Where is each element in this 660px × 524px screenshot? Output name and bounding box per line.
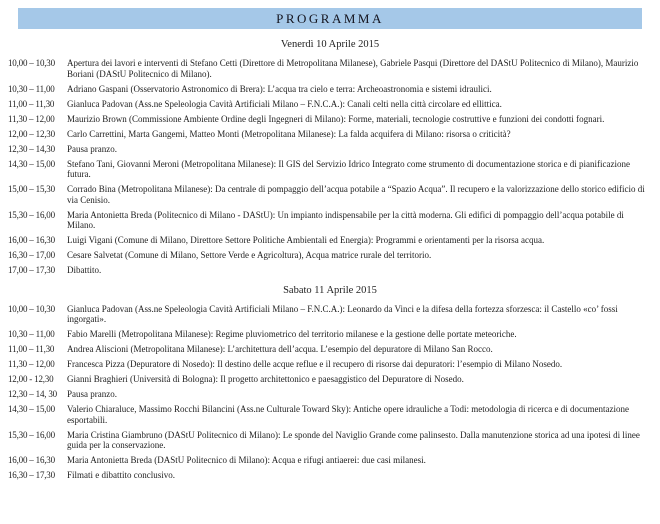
entry-description: Maria Antonietta Breda (Politecnico di Milano - DAStU): Un impianto indispensabile per la città moderna. Gli edifici di pompaggio dell’acqua potabile di Milano. xyxy=(67,209,624,230)
entry-description: Cesare Salvetat (Comune di Milano, Settore Verde e Agricoltura), Acqua matrice rurale del territorio. xyxy=(67,250,432,260)
days-container xyxy=(0,39,660,481)
day-section xyxy=(0,285,660,481)
schedule-entry xyxy=(8,470,650,481)
entry-description: Dibattito. xyxy=(67,265,102,275)
entry-description: Stefano Tani, Giovanni Meroni (Metropolitana Milanese): Il GIS del Servizio Idrico Integrato come strumento di documentazione storica e di pianificazione futura. xyxy=(67,158,631,179)
program-page xyxy=(0,8,660,524)
entry-description: Fabio Marelli (Metropolitana Milanese): Regime pluviometrico del territorio milanese e la gestione delle portate meteoriche. xyxy=(67,329,517,339)
schedule-entry xyxy=(8,129,650,140)
entry-description: Valerio Chiaraluce, Massimo Rocchi Bilancini (Ass.ne Culturale Toward Sky): Antiche opere idrauliche a Todi: metodologia di ricerca e di documentazione esportabili. xyxy=(67,404,629,425)
schedule-entry xyxy=(8,99,650,110)
entry-time: 16,30 – 17,00 xyxy=(8,250,55,260)
entry-description: Carlo Carrettini, Marta Gangemi, Matteo Monti (Metropolitana Milanese): La falda acquifera di Milano: risorsa o criticità? xyxy=(67,128,511,139)
entry-description: Apertura dei lavori e interventi di Stefano Cetti (Direttore di Metropolitana Milanese), Gabriele Pasqui (Direttore del DAStU Politecnico di Milano), Maurizio Boriani (DAStU Politecnico di Milano). xyxy=(67,58,639,79)
entry-time: 12,00 - 12,30 xyxy=(8,374,54,384)
entry-time: 12,00 – 12,30 xyxy=(8,128,55,139)
entry-description: Filmati e dibattito conclusivo. xyxy=(67,470,175,480)
schedule-entry xyxy=(8,144,650,155)
schedule-entry xyxy=(8,265,650,276)
entry-description: Adriano Gaspani (Osservatorio Astronomico di Brera): L’acqua tra cielo e terra: Archeoastronomia e sistemi idraulici. xyxy=(67,83,492,94)
day-date: Sabato 11 Aprile 2015 xyxy=(283,284,377,296)
day-entries xyxy=(8,58,650,276)
schedule-entry xyxy=(8,159,650,180)
page-title: PROGRAMMA xyxy=(276,10,384,26)
schedule-entry xyxy=(8,58,650,79)
entry-time: 12,30 – 14, 30 xyxy=(8,389,57,399)
entry-description: Francesca Pizza (Depuratore di Nosedo): Il destino delle acque reflue e il recupero di risorse dai depuratori: l’esempio di Milano Nosedo. xyxy=(67,359,563,369)
schedule-entry xyxy=(8,344,650,355)
entry-description: Andrea Aliscioni (Metropolitana Milanese): L’architettura dell’acqua. L’esempio del depuratore di Milano San Rocco. xyxy=(67,344,493,354)
entry-time: 10,30 – 11,00 xyxy=(8,329,55,339)
schedule-entry xyxy=(8,84,650,95)
day-entries xyxy=(8,304,650,481)
day-section xyxy=(0,39,660,276)
entry-time: 10,30 – 11,00 xyxy=(8,83,55,94)
entry-description: Gianluca Padovan (Ass.ne Speleologia Cavità Artificiali Milano – F.N.C.A.): Leonardo da Vinci e la difesa della fortezza sforzesca: il Castello «co’ fossi ingorgati». xyxy=(67,303,618,324)
schedule-entry xyxy=(8,389,650,400)
schedule-entry xyxy=(8,114,650,125)
entry-time: 10,00 – 10,30 xyxy=(8,303,55,314)
entry-time: 16,30 – 17,30 xyxy=(8,470,55,480)
entry-time: 10,00 – 10,30 xyxy=(8,58,55,68)
entry-time: 17,00 – 17,30 xyxy=(8,265,55,275)
schedule-entry xyxy=(8,455,650,466)
entry-description: Corrado Bina (Metropolitana Milanese): Da centrale di pompaggio dell’acqua potabile a “Spazio Acqua”. Il recupero e la valorizzazione dello storico edificio di via Cenisio. xyxy=(67,184,645,205)
entry-time: 14,30 – 15,00 xyxy=(8,158,55,169)
schedule-entry xyxy=(8,250,650,261)
entry-description: Pausa pranzo. xyxy=(67,389,117,399)
entry-time: 16,00 – 16,30 xyxy=(8,235,55,245)
entry-time: 12,30 – 14,30 xyxy=(8,143,55,154)
schedule-entry xyxy=(8,235,650,246)
entry-description: Gianni Braghieri (Università di Bologna): Il progetto architettonico e paesaggistico del Depuratore di Nosedo. xyxy=(67,374,464,384)
entry-time: 15,00 – 15,30 xyxy=(8,184,55,194)
entry-description: Maria Antonietta Breda (DAStU Politecnico di Milano): Acqua e rifugi antiaerei: due casi milanesi. xyxy=(67,455,426,465)
entry-time: 15,30 – 16,00 xyxy=(8,429,55,440)
entry-time: 11,00 – 11,30 xyxy=(8,98,55,109)
entry-time: 14,30 – 15,00 xyxy=(8,404,55,414)
entry-time: 11,30 – 12,00 xyxy=(8,359,55,369)
entry-description: Maurizio Brown (Commissione Ambiente Ordine degli Ingegneri di Milano): Forme, materiali, tecnologie costruttive e funzioni dei condotti fognari. xyxy=(67,113,605,124)
program-banner xyxy=(18,8,642,29)
entry-time: 15,30 – 16,00 xyxy=(8,209,55,220)
entry-time: 11,30 – 12,00 xyxy=(8,113,55,124)
entry-description: Gianluca Padovan (Ass.ne Speleologia Cavità Artificiali Milano – F.N.C.A.): Canali celti nella città circolare ed ellittica. xyxy=(67,98,502,109)
schedule-entry xyxy=(8,374,650,385)
entry-time: 11,00 – 11,30 xyxy=(8,344,55,354)
entry-description: Luigi Vigani (Comune di Milano, Direttore Settore Politiche Ambientali ed Energia): Programmi e orientamenti per la risorsa acqua. xyxy=(67,235,545,245)
schedule-entry xyxy=(8,359,650,370)
schedule-entry xyxy=(8,329,650,340)
day-date: Venerdì 10 Aprile 2015 xyxy=(280,39,380,50)
schedule-entry xyxy=(8,430,650,451)
schedule-entry xyxy=(8,210,650,231)
schedule-entry xyxy=(8,404,650,425)
schedule-entry xyxy=(8,184,650,205)
entry-description: Pausa pranzo. xyxy=(67,143,117,154)
entry-description: Maria Cristina Giambruno (DAStU Politecnico di Milano): Le sponde del Naviglio Grande come palinsesto. Dalla manutenzione storica ad una ipotesi di linee guida per la conservazione. xyxy=(67,429,640,450)
schedule-entry xyxy=(8,304,650,325)
entry-time: 16,00 – 16,30 xyxy=(8,455,55,465)
